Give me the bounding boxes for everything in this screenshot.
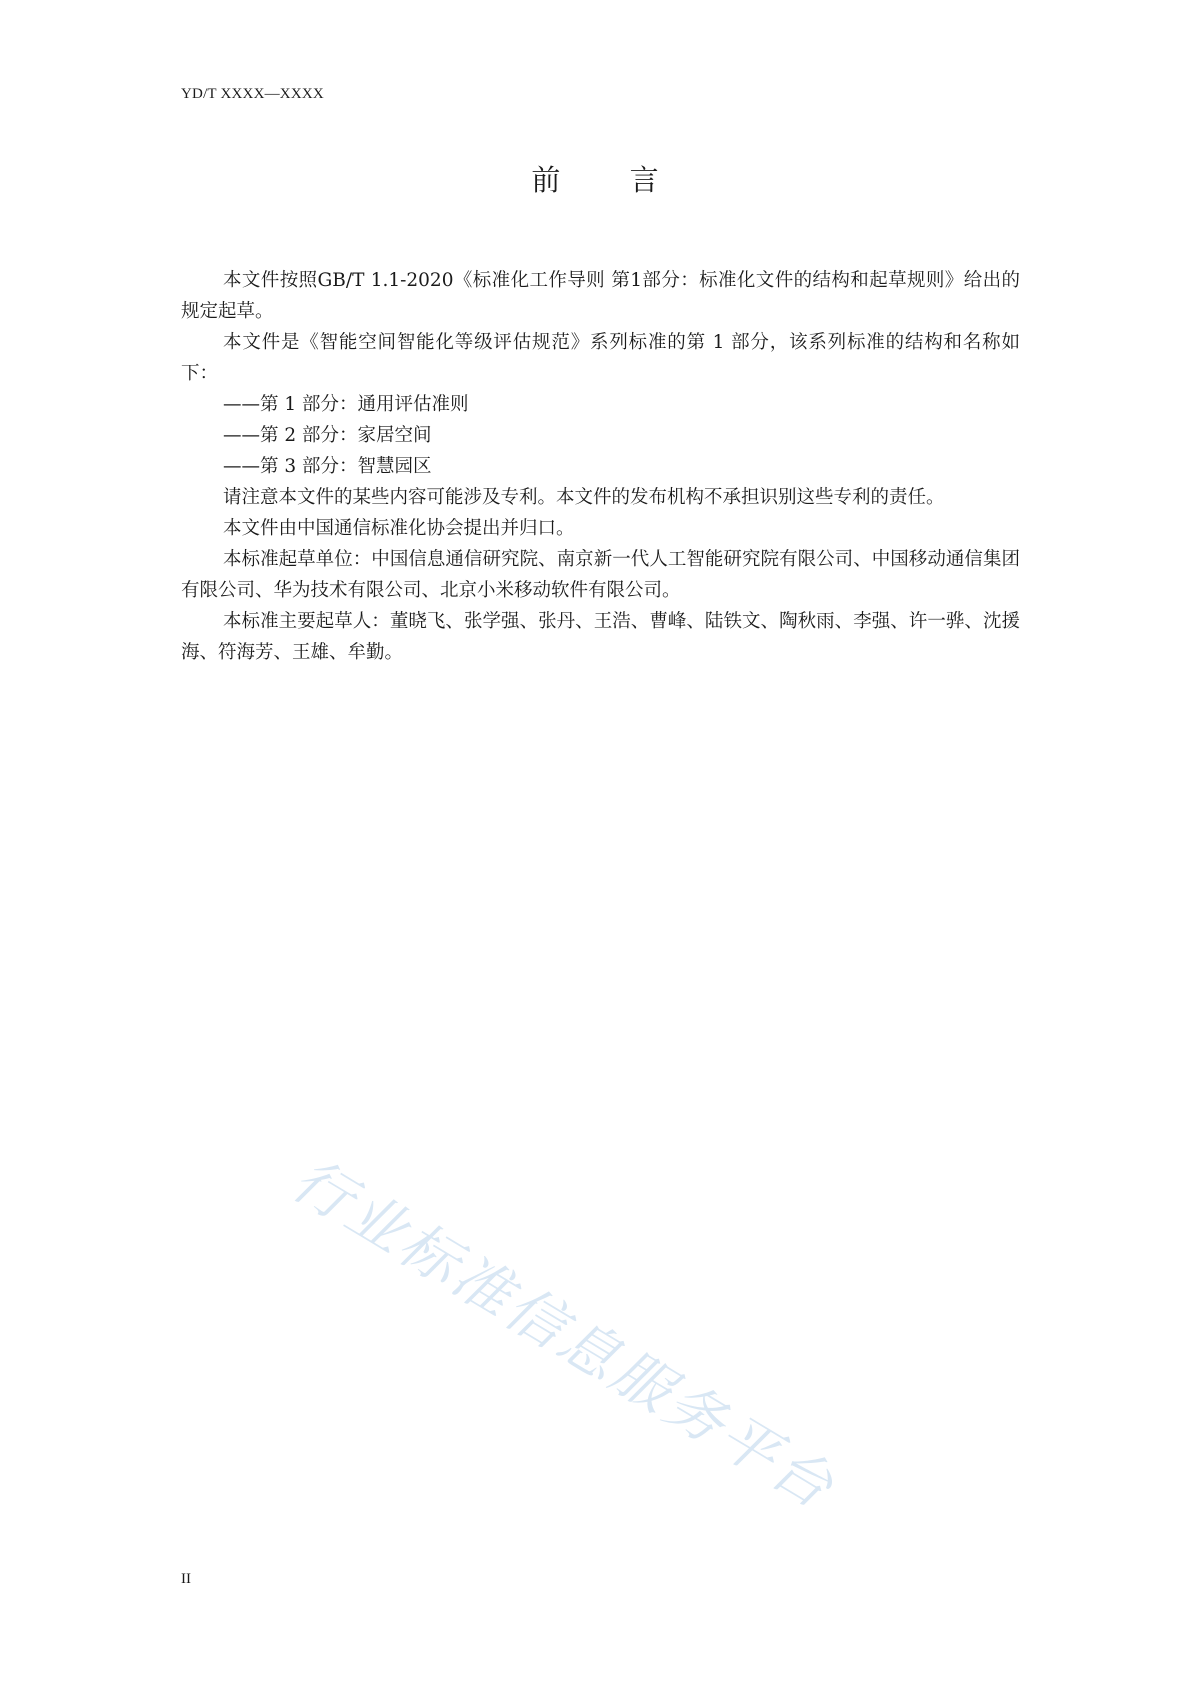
document-code-header: YD/T XXXX—XXXX — [181, 86, 324, 102]
watermark: 行业标准信息服务平台 — [280, 1145, 848, 1523]
page-number: II — [181, 1571, 191, 1587]
list-item-part-1: ——第 1 部分：通用评估准则 — [223, 394, 469, 415]
preface-body — [181, 265, 1020, 668]
paragraph-patent-notice: 请注意本文件的某些内容可能涉及专利。本文件的发布机构不承担识别这些专利的责任。 — [223, 487, 945, 508]
list-item-part-3: ——第 3 部分：智慧园区 — [223, 456, 432, 477]
paragraph-drafters: 本标准主要起草人：董晓飞、张学强、张丹、王浩、曹峰、陆铁文、陶秋雨、李强、许一骅、沈援海、符海芳、王雄、牟勤。 — [181, 611, 1020, 663]
paragraph-drafting-units: 本标准起草单位：中国信息通信研究院、南京新一代人工智能研究院有限公司、中国移动通信集团有限公司、华为技术有限公司、北京小米移动软件有限公司。 — [181, 549, 1020, 601]
page-title: 前 言 — [531, 163, 689, 197]
paragraph-series-structure: 本文件是《智能空间智能化等级评估规范》系列标准的第 1 部分，该系列标准的结构和名称如下： — [181, 332, 1020, 384]
list-item-part-2: ——第 2 部分：家居空间 — [223, 425, 432, 446]
paragraph-proposer: 本文件由中国通信标准化协会提出并归口。 — [223, 518, 575, 539]
paragraph-drafting-rules: 本文件按照GB/T 1.1-2020《标准化工作导则 第1部分：标准化文件的结构和起草规则》给出的规定起草。 — [181, 270, 1020, 322]
